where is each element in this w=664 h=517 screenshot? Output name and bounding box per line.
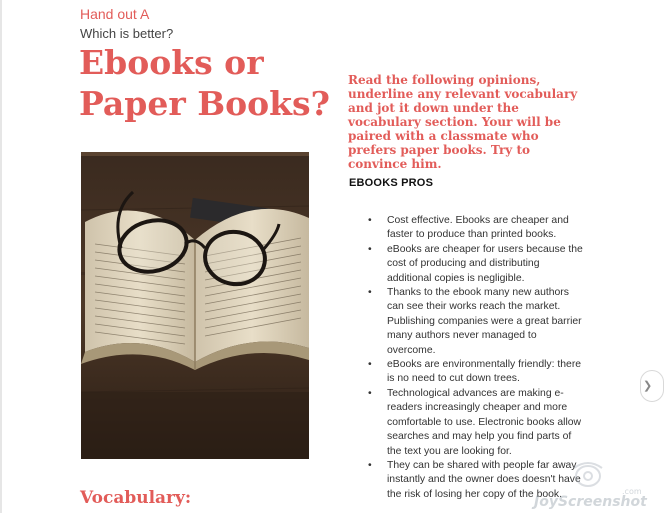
handout-label: Hand out A (80, 6, 150, 22)
joyscreenshot-watermark (530, 458, 646, 512)
title-line-2: Paper Books? (79, 84, 330, 123)
list-item: • Cost effective. Ebooks are cheaper and faster to produce than printed books. (387, 214, 583, 243)
watermark-sub: .com (622, 487, 642, 496)
watermark-logo (530, 458, 646, 512)
chevron-right-icon: ❯ (643, 380, 653, 392)
left-edge-strip (0, 0, 2, 513)
list-item: • Technological advances are making e-readers increasingly cheaper and more comfortable to use. Electronic books allow searches and may help you find parts of the text you are looking for. (387, 387, 583, 459)
page-title (79, 42, 330, 124)
book-glasses-photo (81, 152, 309, 459)
ebooks-pros-heading: EBOOKS PROS (349, 177, 434, 189)
next-page-button[interactable] (640, 370, 664, 402)
list-item: • Thanks to the ebook many new authors can see their works reach the market. Publishing companies were a great barrier many authors never managed to overcome. (387, 286, 583, 358)
page-subtitle: Which is better? (80, 26, 174, 41)
list-item: • eBooks are environmentally friendly: there is no need to cut down trees. (387, 358, 583, 387)
title-line-1: Ebooks or (79, 43, 264, 82)
vocabulary-heading: Vocabulary: (80, 488, 192, 508)
photo-illustration (81, 152, 309, 459)
watermark-text: JoyScreenshot (534, 494, 647, 510)
list-item: • eBooks are cheaper for users because the cost of producing and distributing additional copies is negligible. (387, 243, 583, 286)
instructions-text: Read the following opinions, underline any relevant vocabulary and jot it down under the vocabulary section. Your will be paired with a classmate who prefers paper books. Try to convince him. (348, 73, 578, 171)
list-item: • They can be shared with people far away instantly and the owner does doesn't have the risk of losing her copy of the book. (387, 459, 583, 502)
